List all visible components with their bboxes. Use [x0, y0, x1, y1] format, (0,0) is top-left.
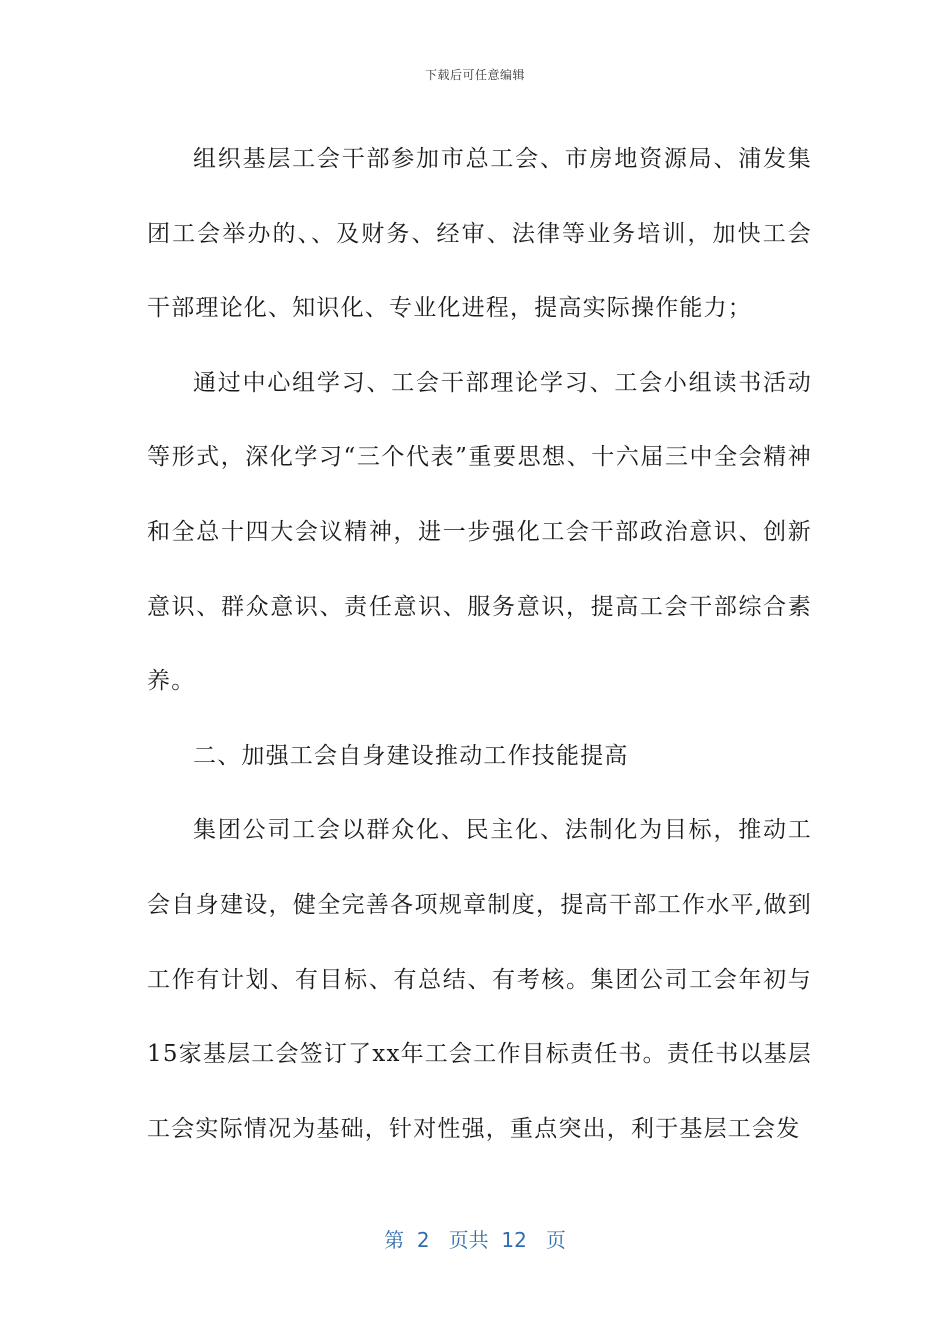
footer-middle: 页共 — [448, 1228, 489, 1252]
footer-total-pages: 12 — [501, 1228, 527, 1252]
footer-prefix: 第 — [384, 1228, 405, 1252]
paragraph-3: 集团公司工会以群众化、民主化、法制化为目标，推动工会自身建设，健全完善各项规章制度，提高干部工作水平,做到工作有计划、有目标、有总结、有考核。集团公司工会年初与15家基层工会签订了xx年工会工作目标责任书。责任书以基层工会实际情况为基础，针对性强，重点突出，利于基层工会发 — [147, 817, 813, 1142]
header-note: 下载后可任意编辑 — [424, 68, 525, 82]
footer-suffix: 页 — [545, 1228, 566, 1252]
paragraph-2: 通过中心组学习、工会干部理论学习、工会小组读书活动等形式，深化学习“三个代表”重要思想、十六届三中全会精神和全总十四大会议精神，进一步强化工会干部政治意识、创新意识、群众意识、责任意识、服务意识，提高工会干部综合素养。 — [147, 369, 812, 695]
section-heading: 二、加强工会自身建设推动工作技能提高 — [193, 742, 629, 769]
paragraph-1: 组织基层工会干部参加市总工会、市房地资源局、浦发集团工会举办的、、及财务、经审、法律等业务培训，加快工会干部理论化、知识化、专业化进程，提高实际操作能力； — [147, 146, 812, 322]
page-footer — [0, 1224, 950, 1253]
footer-current-page: 2 — [416, 1228, 430, 1252]
document-body — [147, 122, 812, 1166]
